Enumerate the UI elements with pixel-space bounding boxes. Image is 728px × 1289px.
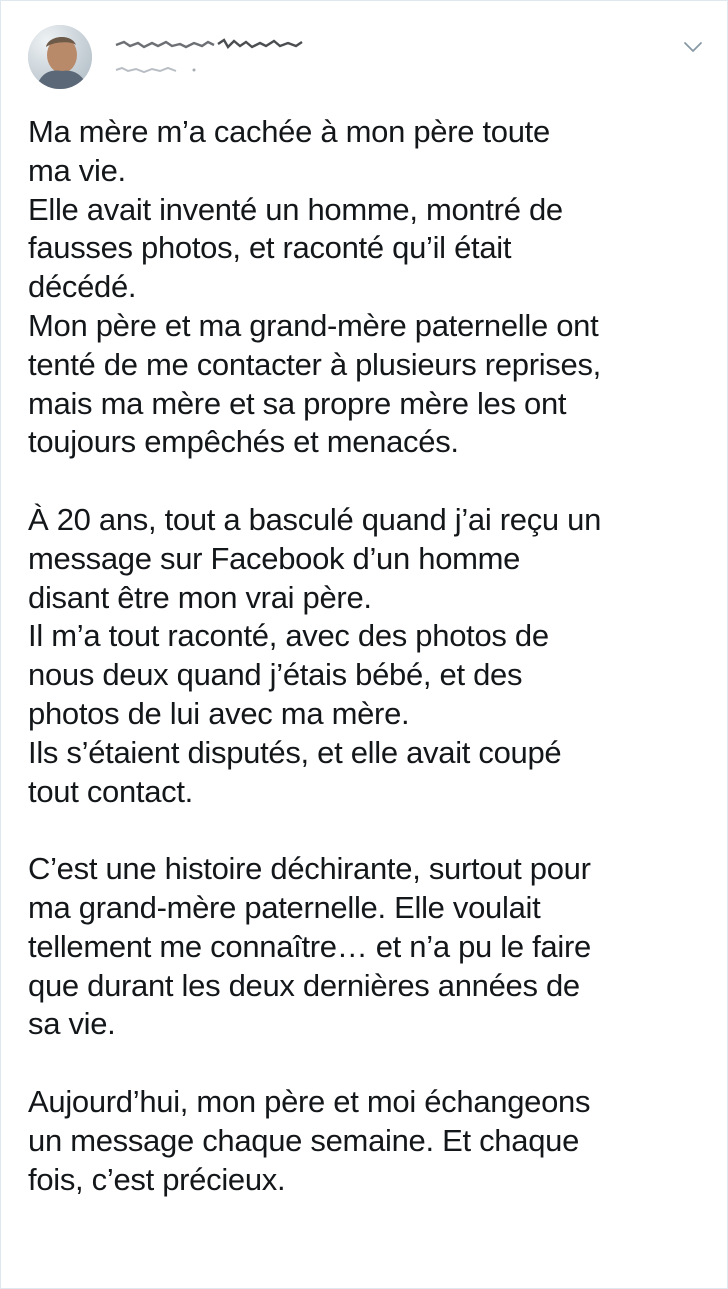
tweet-paragraph-1: Ma mère m’a cachée à mon père toute ma vie. Elle avait inventé un homme, montré de fausses photos, et raconté qu’il était décédé. Mon père et ma grand-mère paternelle ont tenté de me contacter à plusieurs reprises, mais ma mère et sa propre mère les ont toujours empêchés et menacés. (28, 114, 601, 460)
tweet-paragraph-4: Aujourd’hui, mon père et moi échangeons un message chaque semaine. Et chaque fois, c’est précieux. (28, 1083, 591, 1197)
blurred-author-handle[interactable] (114, 63, 204, 75)
tweet-paragraph-2: À 20 ans, tout a basculé quand j’ai reçu un message sur Facebook d’un homme disant être mon vrai père. Il m’a tout raconté, avec des photos de nous deux quand j’étais bébé, et des photos de lui avec ma mère. Ils s’étaient disputés, et elle avait coupé tout contact. (28, 501, 602, 809)
user-avatar-icon (28, 25, 92, 89)
avatar[interactable] (28, 25, 92, 89)
tweet-paragraph-3: C’est une histoire déchirante, surtout pour ma grand-mère paternelle. Elle voulait tellement me connaître… et n’a pu le faire que durant les deux dernières années de sa vie. (28, 851, 591, 1042)
chevron-down-icon[interactable] (681, 37, 705, 57)
tweet-text (28, 113, 708, 1199)
tweet-header (1, 1, 727, 101)
blurred-author-name[interactable] (114, 37, 304, 51)
